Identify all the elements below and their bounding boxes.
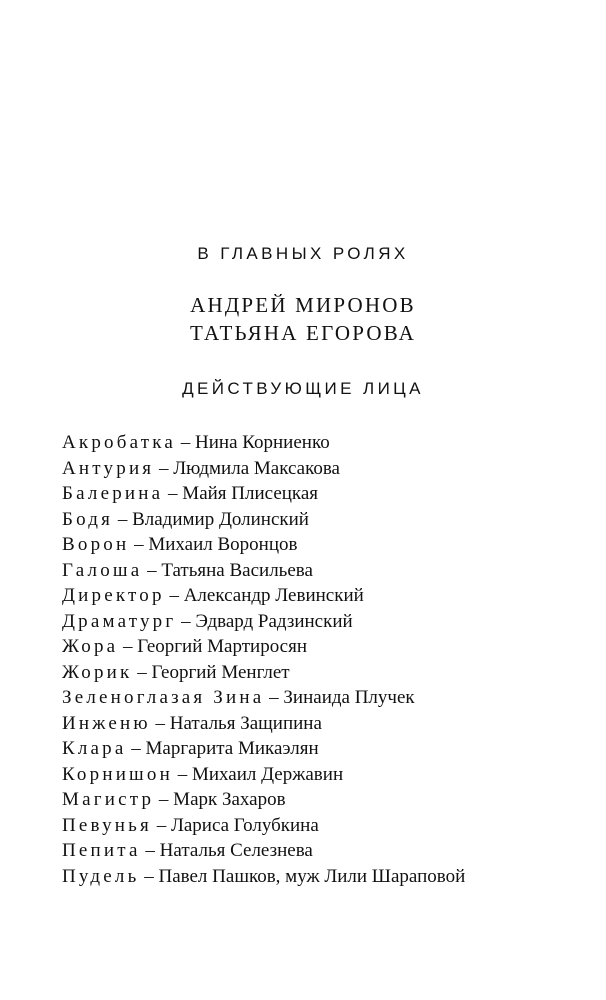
actor-name: Татьяна Васильева [161,559,313,581]
actor-name: Наталья Селезнева [159,840,313,861]
actor-name: Лариса Голубкина [170,814,319,836]
dash-separator: – [264,687,284,708]
cast-entry [62,838,582,864]
cast-entry [62,532,582,558]
dash-separator: – [129,534,149,555]
actor-name: Георгий Мартиросян [137,636,308,657]
cast-entry [62,507,582,533]
cast-list [62,430,582,889]
actor-name: Михаил Воронцов [148,534,298,555]
cast-entry [62,685,582,711]
actor-name: Зинаида Плучек [283,687,415,708]
cast-entry [62,481,582,507]
actor-name: Эдвард Радзинский [195,610,353,632]
star-name: ТАТЬЯНА ЕГОРОВА [189,321,417,345]
actor-name: Нина Корниенко [195,432,330,453]
role-name: Жорик [62,661,133,683]
role-name: Драматург [62,610,177,632]
star-name: АНДРЕЙ МИРОНОВ [190,293,416,317]
actor-name: Владимир Долинский [132,508,309,530]
actor-name: Александр Левинский [183,585,364,606]
role-name: Пудель [62,865,140,887]
cast-entry [62,864,582,890]
cast-entry [62,762,582,788]
dash-separator: – [176,610,196,632]
actor-name: Павел Пашков, муж Лили Шараповой [158,865,466,887]
actor-name: Георгий Менглет [151,661,290,683]
role-name: Зеленоглазая Зина [62,687,265,708]
actor-name: Наталья Защипина [169,712,322,734]
dash-separator: – [139,865,159,887]
dash-separator: – [154,457,174,479]
dash-separator: – [142,559,162,581]
cast-entry [62,813,582,839]
cast-entry [62,660,582,686]
actor-name: Людмила Максакова [173,457,340,479]
role-name: Антурия [62,457,155,479]
dash-separator: – [118,636,138,657]
actor-name: Марк Захаров [173,789,286,810]
role-name: Балерина [62,483,164,504]
starring-heading: В ГЛАВНЫХ РОЛЯХ [197,244,409,263]
dash-separator: – [140,840,160,861]
dash-separator: – [113,508,133,530]
role-name: Бодя [62,508,114,530]
dash-separator: – [164,585,184,606]
role-name: Корнишон [62,763,173,785]
role-name: Директор [62,585,165,606]
role-name: Ворон [62,534,130,555]
dash-separator: – [151,814,171,836]
cast-entry [62,634,582,660]
role-name: Галоша [62,559,143,581]
role-name: Магистр [62,789,155,810]
cast-entry [62,456,582,482]
cast-entry [62,430,582,456]
cast-entry [62,711,582,737]
dash-separator: – [154,789,174,810]
starring-names [0,291,606,347]
dash-separator: – [172,763,192,785]
cast-entry [62,787,582,813]
cast-entry [62,609,582,635]
role-name: Инженю [62,712,151,734]
dash-separator: – [150,712,170,734]
dash-separator: – [126,738,146,759]
cast-entry [62,583,582,609]
cast-entry [62,558,582,584]
role-name: Пепита [62,840,141,861]
actor-name: Маргарита Микаэлян [145,738,319,759]
role-name: Жора [62,636,119,657]
role-name: Акробатка [62,432,177,453]
dash-separator: – [176,432,196,453]
cast-heading: ДЕЙСТВУЮЩИЕ ЛИЦА [182,379,424,398]
dash-separator: – [163,483,183,504]
role-name: Певунья [62,814,152,836]
actor-name: Майя Плисецкая [182,483,319,504]
cast-entry [62,736,582,762]
dash-separator: – [132,661,152,683]
role-name: Клара [62,738,127,759]
actor-name: Михаил Державин [191,763,344,785]
